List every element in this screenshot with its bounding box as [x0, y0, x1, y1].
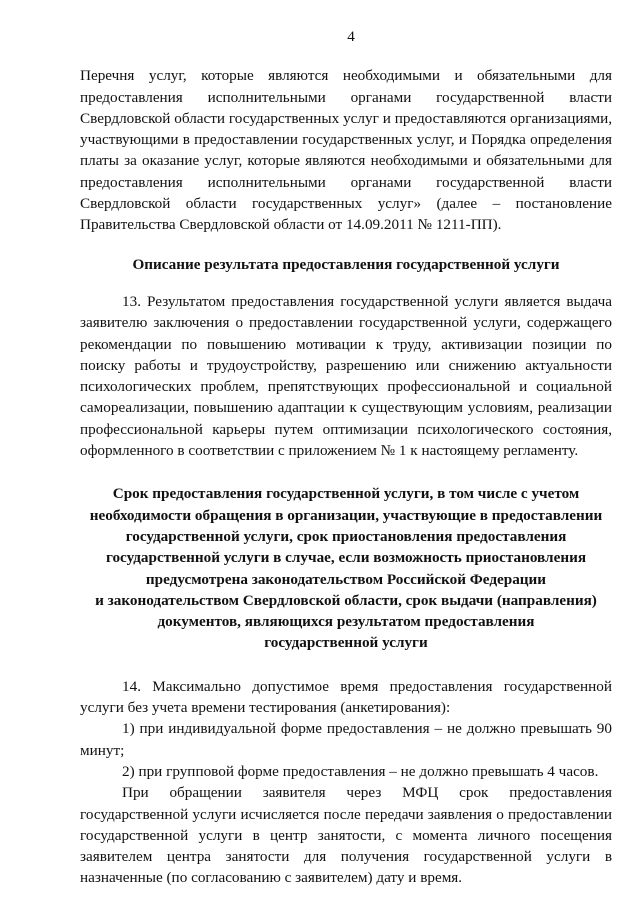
heading-term — [80, 483, 612, 653]
heading-term-line: документов, являющихся результатом предоставления — [157, 613, 535, 631]
heading-term-line: государственной услуги в случае, если возможность приостановления — [105, 549, 587, 567]
paragraph-mfc: При обращении заявителя через МФЦ срок предоставления государственной услуги исчисляется после передачи заявления о предоставлении государственной услуги в центр занятости, с момента личного посещения заявителем центра занятости для получения государственной услуги в назначенные (по согласованию с заявителем) дату и время. — [80, 784, 612, 887]
heading-term-line: и законодательством Свердловской области, срок выдачи (направления) — [95, 591, 597, 609]
intro-paragraph: Перечня услуг, которые являются необходимыми и обязательными для предоставления исполнительными органами государственной власти Свердловской области государственных услуг и предоставляются организациями, участвующими в предоставлении государственных услуг, и Порядка определения платы за оказание услуг, которые являются необходимыми и обязательными для предоставления исполнительными органами государственной власти Свердловской области государственных услуг» (далее – постановление Правительства Свердловской области от 14.09.2011 № 1211-ПП). — [80, 67, 612, 234]
heading-term-line: предусмотрена законодательством Российской Федерации — [145, 570, 547, 588]
page-number: 4 — [347, 28, 355, 45]
heading-result: Описание результата предоставления государственной услуги — [132, 255, 560, 273]
heading-term-line: Срок предоставления государственной услуги, в том числе с учетом — [112, 485, 580, 503]
heading-term-line: государственной услуги, срок приостановления предоставления — [125, 527, 567, 545]
paragraph-13: 13. Результатом предоставления государственной услуги является выдача заявителю заключения о предоставлении государственной услуги, содержащего рекомендации по повышению мотивации к труду, активизации позиции по поиску работы и трудоустройству, разрешению или снижению актуальности психологических проблем, препятствующих профессиональной и социальной самореализации, повышению адаптации к существующим условиям, реализации профессиональной карьеры путем оптимизации психологического состояния, оформленного в соответствии с приложением № 1 к настоящему регламенту. — [80, 292, 612, 460]
paragraph-14: 14. Максимально допустимое время предоставления государственной услуги без учета времени тестирования (анкетирования): — [80, 677, 612, 717]
list-item-1: 1) при индивидуальной форме предоставления – не должно превышать 90 минут; — [80, 720, 612, 759]
heading-term-line: необходимости обращения в организации, участвующие в предоставлении — [89, 506, 603, 524]
list-item-2: 2) при групповой форме предоставления – не должно превышать 4 часов. — [122, 762, 599, 780]
heading-term-line: государственной услуги — [264, 634, 428, 652]
